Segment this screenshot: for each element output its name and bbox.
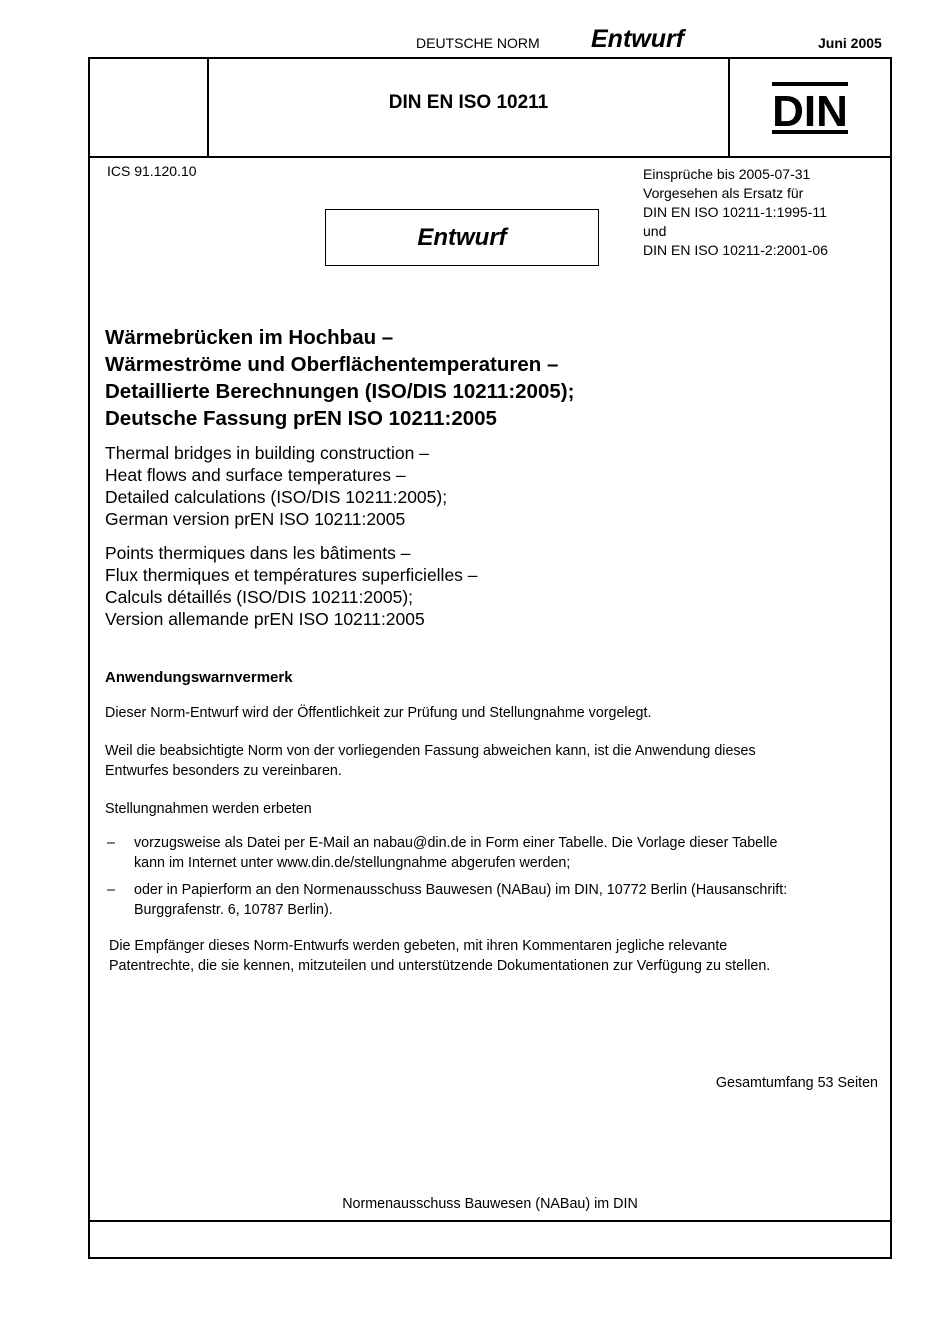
bullet-dash: – (107, 882, 115, 898)
bullet-line: vorzugsweise als Datei per E-Mail an nabau@din.de in Form einer Tabelle. Die Vorlage dieser Tabelle (134, 835, 778, 851)
notice-paragraph: Stellungnahmen werden erbeten (105, 801, 312, 817)
paragraph-line: Weil die beabsichtigte Norm von der vorliegenden Fassung abweichen kann, ist die Anwendung dieses (105, 743, 756, 759)
din-logo-text: DIN (772, 87, 848, 136)
paragraph-line: Die Empfänger dieses Norm-Entwurfs werden gebeten, mit ihren Kommentaren jegliche relevante (109, 938, 728, 954)
din-logo (771, 80, 849, 138)
top-date: Juni 2005 (818, 35, 882, 51)
title-line: Wärmeströme und Oberflächentemperaturen – (105, 353, 559, 376)
title-line: Deutsche Fassung prEN ISO 10211:2005 (105, 407, 497, 430)
meta-line: und (643, 223, 667, 239)
footer-divider (88, 1220, 892, 1222)
total-pages: Gesamtumfang 53 Seiten (715, 1075, 878, 1091)
list-item (107, 833, 877, 873)
title-line: Detailed calculations (ISO/DIS 10211:2005); (105, 487, 448, 507)
bullet-dash: – (107, 835, 115, 851)
title-line: Detaillierte Berechnungen (ISO/DIS 10211:2005); (105, 380, 575, 403)
title-line: Heat flows and surface temperatures – (105, 465, 406, 485)
ics-code: ICS 91.120.10 (107, 163, 197, 179)
title-french (105, 542, 885, 630)
standard-number: DIN EN ISO 10211 (388, 92, 549, 113)
title-line: Version allemande prEN ISO 10211:2005 (105, 609, 425, 629)
draft-box (325, 209, 599, 266)
title-line: Thermal bridges in building construction – (105, 443, 429, 463)
title-line: Calculs détaillés (ISO/DIS 10211:2005); (105, 587, 414, 607)
draft-box-label: Entwurf (417, 223, 507, 251)
title-line: Flux thermiques et températures superficielles – (105, 565, 478, 585)
notice-paragraph: Dieser Norm-Entwurf wird der Öffentlichkeit zur Prüfung und Stellungnahme vorgelegt. (105, 705, 652, 721)
list-item (107, 880, 877, 920)
bullet-line: kann im Internet unter www.din.de/stellungnahme abgerufen werden; (134, 855, 571, 871)
header-divider-right (728, 57, 730, 158)
title-english (105, 442, 885, 530)
bullet-line: oder in Papierform an den Normenausschuss Bauwesen (NABau) im DIN, 10772 Berlin (Hausanschrift: (134, 882, 788, 898)
title-line: German version prEN ISO 10211:2005 (105, 509, 406, 529)
title-line: Points thermiques dans les bâtiments – (105, 543, 411, 563)
meta-line: DIN EN ISO 10211-2:2001-06 (643, 242, 828, 258)
notice-paragraph (109, 936, 770, 976)
paragraph-line: Patentrechte, die sie kennen, mitzuteilen und unterstützende Dokumentationen zur Verfügung zu stellen. (109, 958, 771, 974)
paragraph-line: Entwurfes besonders zu vereinbaren. (105, 763, 342, 779)
notice-heading: Anwendungswarnvermerk (105, 669, 293, 686)
footer-committee: Normenausschuss Bauwesen (NABau) im DIN (342, 1196, 638, 1212)
bullet-line: Burggrafenstr. 6, 10787 Berlin). (134, 902, 333, 918)
replacement-info (643, 165, 828, 260)
notice-paragraph (105, 741, 756, 781)
top-draft-label: Entwurf (591, 25, 685, 53)
top-left-label: DEUTSCHE NORM (416, 35, 540, 51)
meta-line: DIN EN ISO 10211-1:1995-11 (643, 204, 827, 220)
meta-line: Einsprüche bis 2005-07-31 (643, 166, 811, 182)
title-german (105, 324, 885, 432)
meta-line: Vorgesehen als Ersatz für (643, 185, 804, 201)
title-line: Wärmebrücken im Hochbau – (105, 326, 394, 349)
